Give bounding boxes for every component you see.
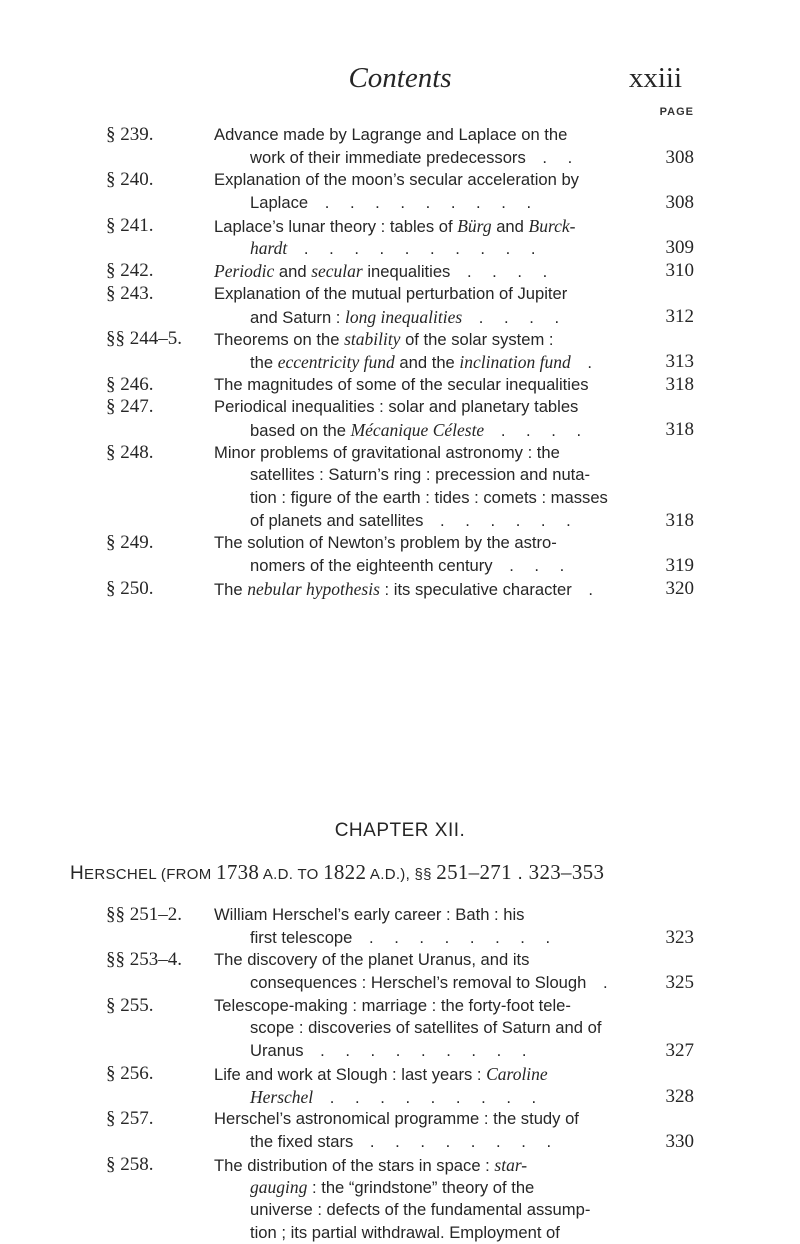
dot-leader: . .	[542, 147, 581, 167]
dot-leader: . . . . . . . .	[368, 927, 559, 947]
entry-text	[214, 260, 555, 284]
entry-text-run: The distribution of the stars in space :	[214, 1155, 495, 1175]
entry-text-run: tion ; its partial withdrawal. Employment of	[250, 1222, 560, 1242]
toc-line	[106, 555, 694, 578]
page-number: 318	[665, 418, 694, 440]
toc-line	[106, 1017, 694, 1040]
entry-text-run: of the solar system :	[400, 330, 554, 350]
section-number: § 257.	[106, 1108, 154, 1130]
toc-entry	[106, 578, 694, 601]
entry-italic: gauging	[250, 1177, 308, 1198]
toc-entry	[106, 1154, 694, 1244]
toc-line	[106, 972, 694, 995]
chapter-section-range: 251–271	[436, 860, 512, 884]
entry-italic: Caroline	[486, 1063, 548, 1084]
toc-entry	[106, 995, 694, 1063]
entry-text	[214, 124, 567, 147]
dot-leader: . . . . . . . . .	[329, 1087, 545, 1107]
toc-line	[106, 1063, 694, 1086]
toc-line	[106, 328, 694, 351]
page-number: 328	[665, 1085, 694, 1107]
dot-leader: . . . . . . . . .	[320, 1041, 535, 1061]
entry-italic: inclination fund	[459, 351, 571, 372]
entry-text-run: The solution of Newton’s problem by the astro-	[214, 533, 557, 553]
toc-entry	[106, 1108, 694, 1153]
toc-line	[106, 192, 694, 215]
entry-text	[250, 487, 608, 510]
section-number: § 239.	[106, 124, 154, 145]
entry-text-run: scope : discoveries of satellites of Saturn and of	[250, 1018, 602, 1038]
entry-text	[214, 949, 529, 972]
running-title: Contents	[348, 62, 452, 94]
entry-text-run: Laplace’s lunar theory : tables of	[214, 216, 458, 236]
entry-text-run: based on the	[250, 420, 351, 440]
page-number: 318	[665, 509, 694, 531]
entry-text-run: nomers of the eighteenth century	[250, 556, 493, 576]
entry-text	[250, 1176, 534, 1200]
dot-leader: .	[587, 352, 600, 372]
entry-text	[214, 578, 601, 602]
toc-entry	[106, 169, 694, 214]
entry-text	[214, 995, 571, 1018]
dot-leader: . . . . . . . .	[369, 1131, 560, 1151]
entry-italic: hardt	[250, 238, 288, 259]
entry-text	[214, 396, 578, 419]
page-number: 308	[665, 146, 694, 168]
section-number: § 250.	[106, 577, 154, 599]
chapter-title	[70, 860, 604, 885]
entry-text-run: first telescope	[250, 927, 353, 947]
entry-italic: Mécanique Céleste	[350, 419, 485, 440]
entry-text	[250, 1040, 534, 1063]
page-number: 310	[665, 260, 694, 282]
entry-italic: Bürg	[457, 215, 492, 236]
toc-entry	[106, 396, 694, 441]
toc-line	[106, 949, 694, 972]
chapter-heading: CHAPTER XII.	[334, 820, 466, 841]
page-number: 309	[665, 237, 694, 259]
toc-line	[106, 510, 694, 533]
chapter-page-range: 323–353	[528, 860, 605, 884]
dot-leader: . . .	[509, 556, 573, 576]
toc-line	[106, 1154, 694, 1177]
section-number: § 256.	[106, 1062, 154, 1084]
chapter-year-start: 1738	[216, 860, 260, 884]
toc-line	[106, 147, 694, 170]
entry-text	[250, 1131, 559, 1154]
entry-text-run: inequalities	[362, 262, 451, 282]
entry-text-run: : the “grindstone” theory of the	[307, 1178, 535, 1198]
entry-text-run: tion : figure of the earth : tides : comets : masses	[250, 488, 608, 507]
toc-entry	[106, 283, 694, 328]
entry-text-run: the fixed stars	[250, 1131, 354, 1151]
page-number: 325	[665, 972, 694, 994]
entry-text	[214, 328, 554, 352]
entry-text	[250, 419, 589, 443]
chapter-dot: .	[511, 863, 529, 884]
section-number: § 255.	[106, 994, 154, 1016]
toc-line	[106, 351, 694, 374]
dot-leader: . . . . . . . . . .	[303, 239, 544, 259]
entry-italic: secular	[311, 261, 363, 282]
entry-italic: long inequalities	[345, 306, 463, 327]
toc-entry	[106, 215, 694, 260]
section-number: §§ 244–5.	[106, 328, 182, 350]
entry-text	[250, 306, 567, 330]
entry-italic: Burck-	[528, 215, 576, 236]
page-number: 323	[665, 926, 694, 948]
dot-leader: .	[588, 579, 601, 599]
entry-text-run: Life and work at Slough : last years :	[214, 1064, 487, 1084]
toc-line	[106, 1199, 694, 1222]
entry-text-run: Herschel’s astronomical programme : the study of	[214, 1109, 579, 1129]
page-folio: xxiii	[628, 62, 682, 94]
entry-text	[250, 1199, 590, 1222]
section-number: § 240.	[106, 169, 154, 191]
entry-text	[250, 1222, 560, 1244]
toc-line	[106, 260, 694, 283]
entry-text-run: The discovery of the planet Uranus, and its	[214, 950, 530, 970]
entry-text-run: Advance made by Lagrange and Laplace on the	[214, 125, 568, 144]
toc-line	[106, 464, 694, 487]
toc-line	[106, 306, 694, 329]
entry-text-run: Explanation of the moon’s secular acceleration by	[214, 170, 579, 190]
toc-entry	[106, 442, 694, 533]
toc-line	[106, 442, 694, 465]
chapter-title-cap: H	[70, 863, 85, 884]
section-number: §§ 253–4.	[106, 949, 182, 971]
toc-entry	[106, 532, 694, 577]
dot-leader: . . . . . . . . .	[324, 193, 540, 213]
toc-line	[106, 237, 694, 260]
entry-text-run: satellites : Saturn’s ring : precession and nuta-	[250, 465, 591, 485]
page-number: 312	[665, 305, 694, 327]
toc-line	[106, 215, 694, 238]
entry-text-run: Explanation of the mutual perturbation of Jupiter	[214, 283, 568, 303]
toc-line	[106, 927, 694, 950]
entry-text	[250, 510, 579, 533]
page-number: 319	[665, 555, 694, 577]
toc-line	[106, 283, 694, 306]
section-number: § 246.	[106, 373, 154, 395]
page-number: 320	[665, 577, 694, 599]
entry-text	[250, 927, 558, 950]
entry-text	[214, 532, 557, 555]
entry-text	[214, 215, 575, 239]
entry-text-run: and the	[394, 352, 460, 372]
toc-line	[106, 396, 694, 419]
chapter-era-2: A.D.), §§	[366, 866, 437, 883]
toc-entry	[106, 949, 694, 994]
toc-entry	[106, 374, 694, 397]
page-number: 308	[665, 192, 694, 214]
entry-text	[214, 1154, 527, 1178]
entry-text-run: and	[274, 262, 312, 282]
toc-line	[106, 374, 694, 397]
toc-line	[106, 419, 694, 442]
chapter-title-smallcaps: ERSCHEL	[84, 866, 157, 883]
toc-line	[106, 1040, 694, 1063]
section-number: § 248.	[106, 441, 154, 463]
entry-text	[250, 237, 543, 261]
toc-line	[106, 995, 694, 1018]
page-number: 313	[665, 350, 694, 372]
entry-text	[214, 442, 560, 465]
entry-text	[250, 147, 580, 170]
entry-text	[214, 169, 579, 192]
toc-entry	[106, 328, 694, 373]
entry-text-run: and Saturn :	[250, 307, 346, 327]
entry-text	[250, 972, 616, 995]
toc-line	[106, 904, 694, 927]
running-header	[0, 62, 800, 102]
entry-text-run: work of their immediate predecessors	[250, 147, 526, 167]
dot-leader: . . . .	[478, 307, 568, 327]
entry-text-run: Minor problems of gravitational astronomy : the	[214, 442, 560, 462]
entry-text	[214, 904, 524, 927]
section-number: § 247.	[106, 396, 154, 418]
toc-entry	[106, 124, 694, 169]
section-number: § 243.	[106, 282, 154, 304]
entry-text-run: universe : defects of the fundamental assump-	[250, 1199, 591, 1219]
toc-line	[106, 532, 694, 555]
entry-text	[214, 1063, 548, 1087]
entry-text-run: Uranus	[250, 1041, 304, 1061]
toc-line	[106, 1222, 694, 1244]
dot-leader: . . . .	[500, 420, 590, 440]
toc-line	[106, 487, 694, 510]
entry-text-run: The magnitudes of some of the secular inequalities	[214, 374, 589, 394]
entry-text-run: : its speculative character	[379, 579, 572, 599]
toc-line	[106, 1176, 694, 1199]
entry-text	[250, 192, 539, 215]
chapter-title-from: (FROM	[156, 866, 217, 883]
section-number: § 258.	[106, 1153, 154, 1175]
section-number: §§ 251–2.	[106, 904, 182, 925]
page-number: 327	[665, 1040, 694, 1062]
chapter-era-1: A.D. TO	[259, 866, 324, 883]
entry-text-run: the	[250, 352, 278, 372]
entry-text	[250, 351, 600, 375]
toc-section-b	[106, 904, 694, 1244]
entry-text	[250, 1086, 544, 1110]
entry-text	[250, 555, 572, 578]
entry-text	[214, 1108, 579, 1131]
toc-line	[106, 578, 694, 601]
dot-leader: .	[602, 973, 616, 993]
page-column-label: PAGE	[659, 106, 694, 118]
dot-leader: . . . . . .	[440, 510, 579, 530]
chapter-year-end: 1822	[323, 860, 367, 884]
entry-text	[250, 1017, 601, 1040]
toc-entry	[106, 260, 694, 283]
entry-text-run: Periodical inequalities : solar and planetary tables	[214, 397, 579, 417]
entry-italic: stability	[344, 329, 401, 350]
toc-section-a	[106, 124, 694, 600]
page-number: 318	[665, 373, 694, 395]
page-number: 330	[665, 1130, 694, 1152]
dot-leader: . . . .	[466, 262, 556, 282]
entry-text-run: Laplace	[250, 193, 309, 213]
entry-italic: nebular hypothesis	[247, 578, 380, 599]
entry-text	[250, 464, 590, 487]
section-number: § 241.	[106, 214, 154, 236]
toc-entry	[106, 904, 694, 949]
entry-text-run: of planets and satellites	[250, 510, 424, 530]
entry-italic: star-	[494, 1154, 528, 1175]
entry-text-run: Telescope-making : marriage : the forty-foot tele-	[214, 995, 571, 1015]
entry-text-run: The	[214, 579, 248, 599]
entry-italic: Periodic	[214, 261, 275, 282]
entry-text	[214, 374, 589, 397]
section-number: § 242.	[106, 260, 154, 282]
toc-line	[106, 1131, 694, 1154]
toc-line	[106, 1108, 694, 1131]
entry-text-run: consequences : Herschel’s removal to Slough	[250, 973, 587, 993]
toc-entry	[106, 1063, 694, 1108]
entry-text	[214, 283, 567, 306]
entry-italic: Herschel	[250, 1086, 314, 1107]
toc-line	[106, 169, 694, 192]
entry-text-run: William Herschel’s early career : Bath : his	[214, 905, 525, 924]
toc-line	[106, 124, 694, 147]
entry-text-run: Theorems on the	[214, 330, 345, 350]
toc-line	[106, 1086, 694, 1109]
entry-text-run: and	[491, 216, 529, 236]
section-number: § 249.	[106, 532, 154, 554]
entry-italic: eccentricity fund	[277, 351, 395, 372]
